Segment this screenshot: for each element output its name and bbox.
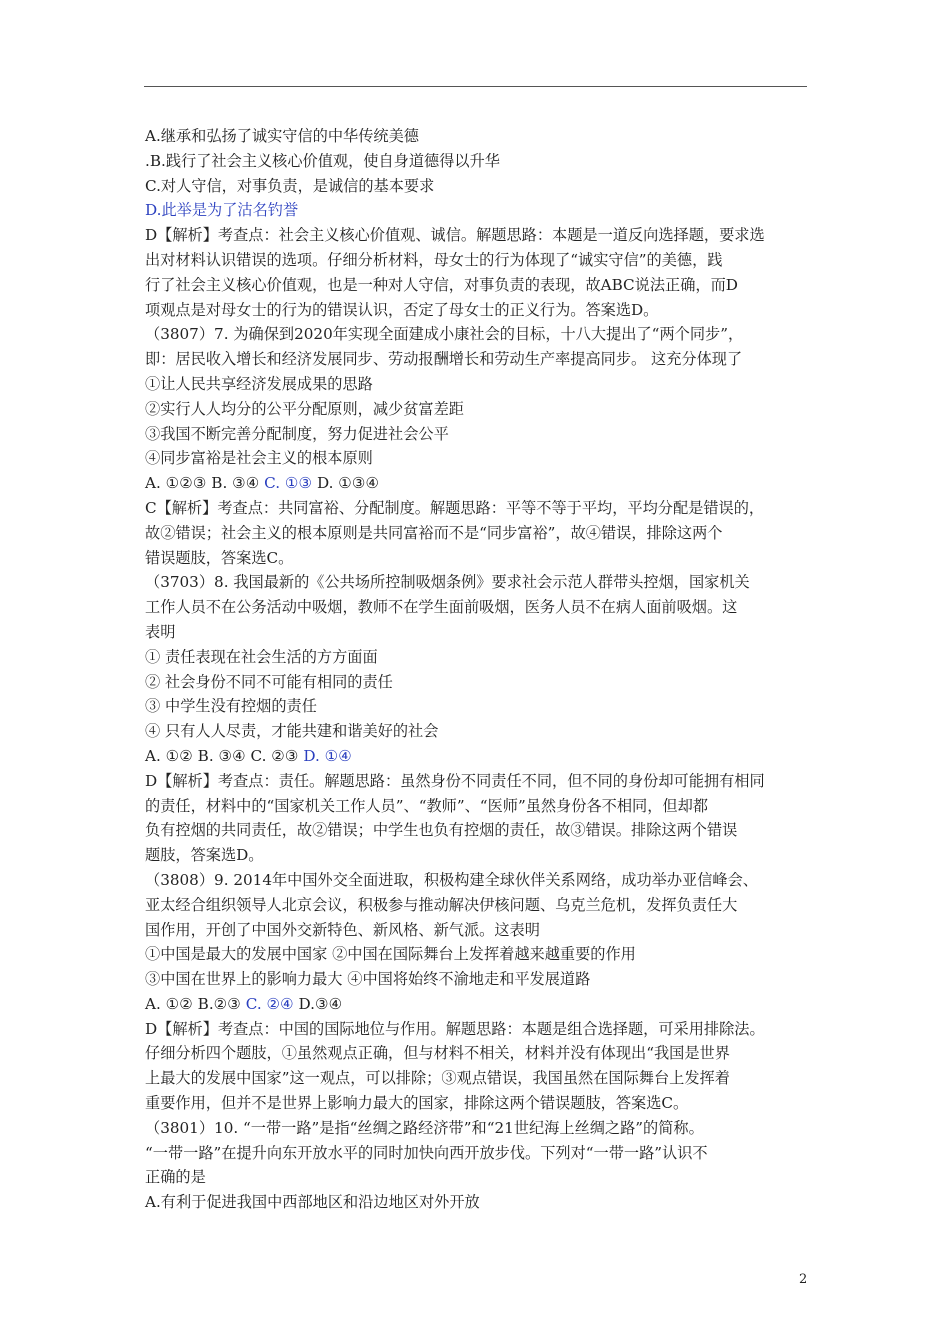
text-line [145,422,809,447]
text-line [145,570,809,595]
text-line [145,446,809,471]
line-text: 国作用，开创了中国外交新特色、新风格、新气派。这表明 [145,920,540,939]
text-line [145,471,809,496]
line-text: 工作人员不在公务活动中吸烟，教师不在学生面前吸烟，医务人员不在病人面前吸烟。这 [145,598,738,617]
text-line [145,298,809,323]
line-text: 题肢，答案选D。 [145,846,264,865]
text-line [145,620,809,645]
line-text: 即：居民收入增长和经济发展同步、劳动报酬增长和劳动生产率提高同步。 这充分体现了 [145,350,743,369]
text-line [145,967,809,992]
text-line [145,992,809,1017]
line-text-after: D.③④ [293,994,343,1013]
line-text: （3703）8. 我国最新的《公共场所控制吸烟条例》要求社会示范人群带头控烟，国家机关 [145,573,750,592]
line-text: A. ①②③ B. ③④ [145,474,265,493]
line-text: D【解析】考查点：社会主义核心价值观、诚信。解题思路：本题是一道反向选择题，要求选 [145,226,765,245]
text-line [145,670,809,695]
line-text: A.继承和弘扬了诚实守信的中华传统美德 [145,127,419,145]
line-text: ②实行人人均分的公平分配原则，减少贫富差距 [145,399,464,418]
line-text: A. ①② B.②③ [145,994,246,1013]
text-line [145,397,809,422]
text-line [145,223,809,248]
text-line [145,1190,809,1215]
text-line [145,744,809,769]
line-text: 负有控烟的共同责任，故②错误；中学生也负有控烟的责任，故③错误。排除这两个错误 [145,821,738,840]
line-text: ①中国是最大的发展中国家 ②中国在国际舞台上发挥着越来越重要的作用 [145,945,636,964]
text-line [145,1165,809,1190]
page-number: 2 [799,1272,808,1287]
line-text: 的责任，材料中的“国家机关工作人员”、“教师”、“医师”虽然身份各不相同，但却都 [145,796,708,815]
text-line [145,645,809,670]
text-line [145,149,809,174]
line-text: （3808）9. 2014年中国外交全面进取，积极构建全球伙伴关系网络，成功举办亚信峰会、 [145,870,758,889]
text-line [145,794,809,819]
text-line [145,521,809,546]
text-line [145,1066,809,1091]
text-line [145,595,809,620]
line-text: 故②错误；社会主义的根本原则是共同富裕而不是“同步富裕”，故④错误，排除这两个 [145,523,723,542]
text-line [145,694,809,719]
text-line [145,719,809,744]
line-text: ③中国在世界上的影响力最大 ④中国将始终不渝地走和平发展道路 [145,970,591,989]
line-text: ④ 只有人人尽责，才能共建和谐美好的社会 [145,722,439,741]
line-text: （3807）7. 为确保到2020年实现全面建成小康社会的目标，十八大提出了“两个同步”， [145,325,744,344]
line-text: 上最大的发展中国家”这一观点，可以排除；③观点错误，我国虽然在国际舞台上发挥着 [145,1069,730,1088]
line-text: 出对材料认识错误的选项。仔细分析材料，母女士的行为体现了“诚实守信”的美德，践 [145,250,723,269]
text-line [145,322,809,347]
header-rule [144,86,807,87]
text-line [145,942,809,967]
line-text: 项观点是对母女士的行为的错误认识，否定了母女士的正义行为。答案选D。 [145,300,659,319]
text-line [145,248,809,273]
text-line [145,1141,809,1166]
document-body [145,124,809,1215]
text-line [145,546,809,571]
line-text: ① 责任表现在社会生活的方方面面 [145,647,378,666]
text-line [145,818,809,843]
line-text: D.此举是为了沽名钓誉 [145,201,299,220]
line-text: D【解析】考查点：中国的国际地位与作用。解题思路：本题是组合选择题，可采用排除法。 [145,1019,765,1038]
line-text: 行了社会主义核心价值观，也是一种对人守信，对事负责的表现，故ABC说法正确，而D [145,275,738,294]
line-text: ③ 中学生没有控烟的责任 [145,697,317,716]
line-text: 仔细分析四个题肢，①虽然观点正确，但与材料不相关，材料并没有体现出“我国是世界 [145,1044,730,1063]
text-line [145,347,809,372]
line-text: 重要作用，但并不是世界上影响力最大的国家，排除这两个错误题肢，答案选C。 [145,1094,689,1113]
text-line [145,1116,809,1141]
text-line [145,273,809,298]
line-text: .B.践行了社会主义核心价值观，使自身道德得以升华 [145,151,500,170]
text-line [145,918,809,943]
text-line [145,769,809,794]
line-text: D【解析】考查点：责任。解题思路：虽然身份不同责任不同，但不同的身份却可能拥有相同 [145,771,765,790]
line-text-after: D. ①③④ [312,474,380,493]
text-line [145,843,809,868]
text-line [145,893,809,918]
line-text: （3801）10. “一带一路”是指“丝绸之路经济带”和“21世纪海上丝绸之路”的简称。 [145,1118,704,1137]
text-line [145,496,809,521]
text-line [145,1041,809,1066]
line-text: C.对人守信，对事负责，是诚信的基本要求 [145,176,435,195]
line-text: ② 社会身份不同不可能有相同的责任 [145,672,393,691]
text-line [145,1091,809,1116]
text-line [145,868,809,893]
line-text: ①让人民共享经济发展成果的思路 [145,374,373,393]
correct-answer-option: C. ①③ [264,474,313,493]
line-text: ③我国不断完善分配制度，努力促进社会公平 [145,424,449,443]
line-text: 错误题肢，答案选C。 [145,548,294,567]
text-line [145,372,809,397]
text-line [145,174,809,199]
line-text: A. ①② B. ③④ C. ②③ [145,746,304,765]
correct-answer-option: D. ①④ [303,746,352,765]
text-line [145,1017,809,1042]
line-text: “一带一路”在提升向东开放水平的同时加快向西开放步伐。下列对“一带一路”认识不 [145,1143,708,1162]
line-text: A.有利于促进我国中西部地区和沿边地区对外开放 [145,1193,480,1212]
line-text: 正确的是 [145,1168,206,1187]
correct-answer-option: C. ②④ [245,994,294,1013]
line-text: ④同步富裕是社会主义的根本原则 [145,449,373,468]
text-line [145,198,809,223]
line-text: 亚太经合组织领导人北京会议，积极参与推动解决伊核问题、乌克兰危机，发挥负责任大 [145,895,738,914]
line-text: C【解析】考查点：共同富裕、分配制度。解题思路：平等不等于平均，平均分配是错误的， [145,498,765,517]
text-line [145,124,809,149]
line-text: 表明 [145,622,176,641]
